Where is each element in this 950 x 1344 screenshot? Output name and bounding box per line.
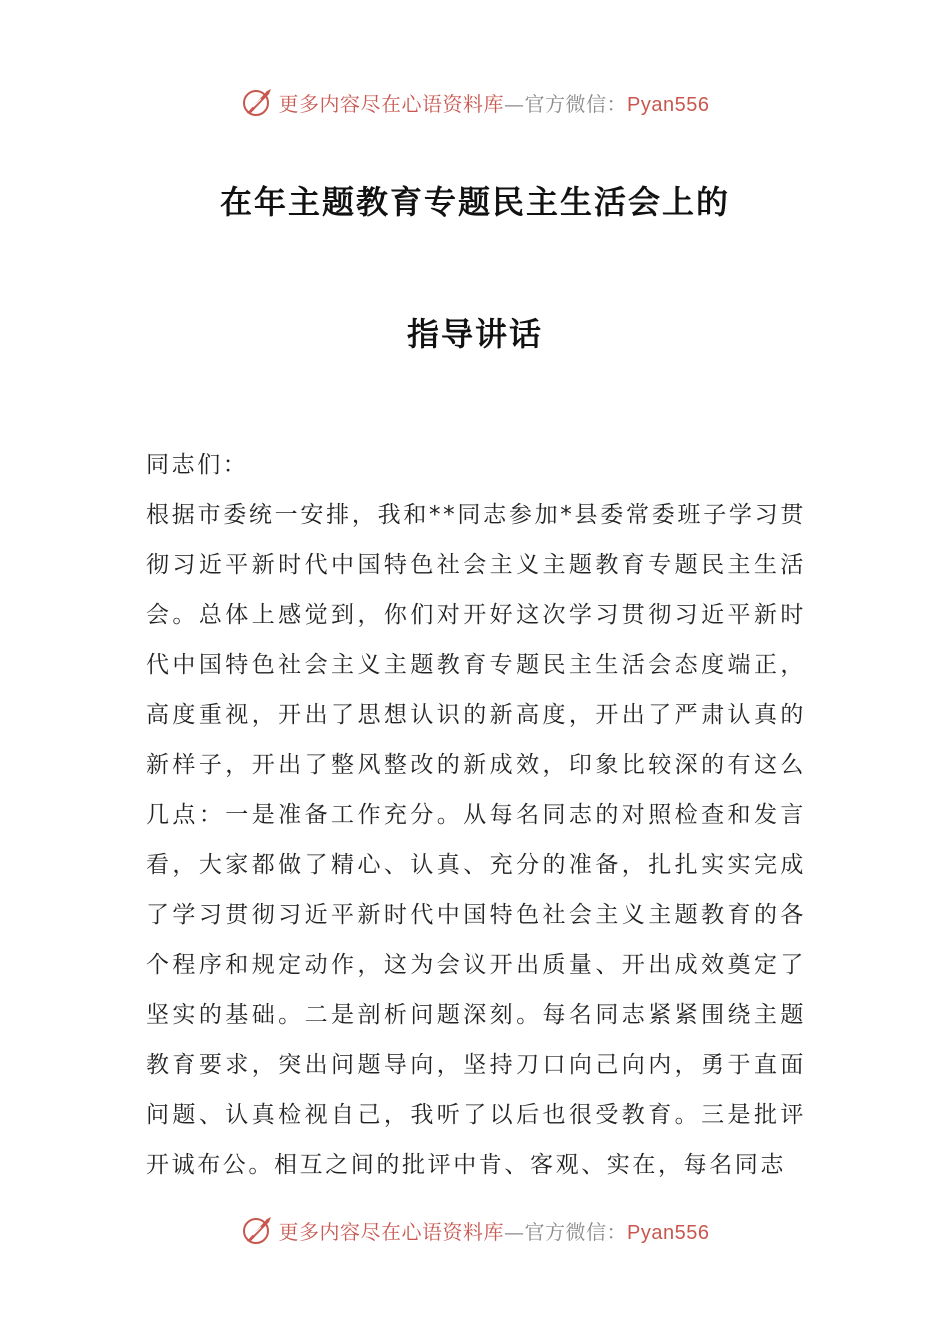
watermark-wechat-id: Pyan556 [627,93,710,116]
watermark-grey-text: 官方微信： [524,91,628,116]
document-title-line-2: 指导讲话 [406,315,543,353]
body-paragraph: 根据市委统一安排，我和**同志参加*县委常委班子学习贯彻习近平新时代中国特色社会主义主题教育专题民主生活会。总体上感觉到，你们对开好这次学习贯彻习近平新时代中国特色社会主义主题教育专题民主生活会态度端正，高度重视，开出了思想认识的新高度，开出了严肃认真的新样子，开出了整风整改的新成效，印象比较深的有这么几点：一是准备工作充分。从每名同志的对照检查和发言看，大家都做了精心、认真、充分的准备，扎扎实实完成了学习贯彻习近平新时代中国特色社会主义主题教育的各个程序和规定动作，这为会议开出质量、开出成效奠定了坚实的基础。二是剖析问题深刻。每名同志紧紧围绕主题教育要求，突出问题导向，坚持刀口向己向内，勇于直面问题、认真检视自己，我听了以后也很受教育。三是批评开诚布公。相互之间的批评中肯、客观、实在，每名同志 [146,502,806,1178]
document-title-line-1: 在年主题教育专题民主生活会上的 [219,183,730,221]
watermark-wechat-id: Pyan556 [627,1221,710,1244]
watermark-dash: — [504,1219,525,1244]
watermark-red-text: 更多内容尽在心语资料库 [278,1219,505,1244]
watermark-banner-top [0,82,950,122]
watermark-red-text: 更多内容尽在心语资料库 [278,91,505,116]
quill-logo-icon [241,1213,275,1247]
watermark-banner-bottom [0,1210,950,1250]
watermark-text [279,1216,710,1245]
salutation: 同志们： [146,452,249,478]
watermark-grey-text: 官方微信： [524,1219,628,1244]
quill-logo-icon [241,85,275,119]
watermark-text [279,88,710,117]
document-body [146,440,806,1190]
watermark-dash: — [504,91,525,116]
